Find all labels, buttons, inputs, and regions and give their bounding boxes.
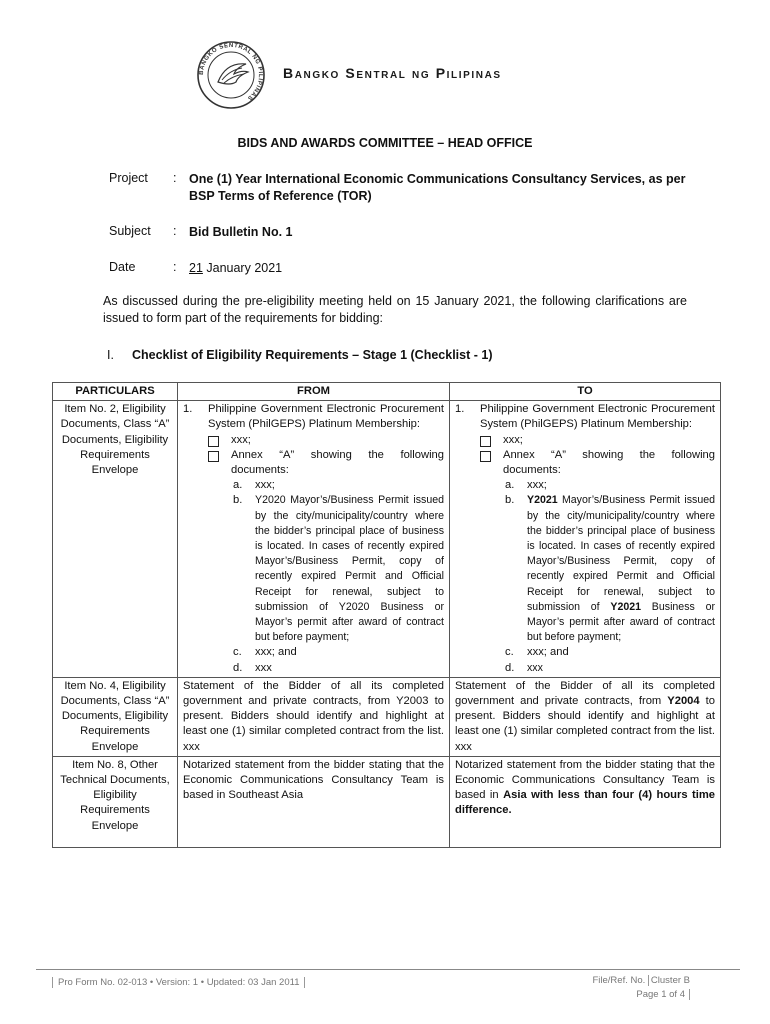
row3-from: Notarized statement from the bidder stating that the Economic Communications Consultancy Team is based in Southeast Asia xyxy=(178,756,450,847)
page-number: Page 1 of 4 xyxy=(636,989,690,1000)
sub-text: Y2020 Mayor’s/Business Permit issued by the city/municipality/country where the bidder’s principal place of business is located. In cases of recently expired Mayor’s/Business Permit, copy of recently expired Permit and Official Receipt for renewal, subject to submission of Y2020 Business or Mayor’s permit after award of contract but before payment; xyxy=(255,494,444,644)
year-bold: Y2021 xyxy=(610,600,642,613)
row2-to-text-end: to present. Bidders should identify and highlight at least one (1) similar completed contract from the list. xxx xyxy=(455,695,715,753)
row3-particulars: Item No. 8, Other Technical Documents, Eligibility Requirements Envelope xyxy=(53,756,178,847)
eligibility-checklist-table xyxy=(52,382,721,848)
row2-from: Statement of the Bidder of all its completed government and private contracts, from Y2003 to present. Bidders should identify and highlight at least one (1) similar completed contract from the list. xxx xyxy=(178,677,450,756)
subject-value: Bid Bulletin No. 1 xyxy=(189,225,293,239)
row1-to xyxy=(450,401,721,678)
list-number: 1. xyxy=(455,403,465,416)
date-value xyxy=(189,260,689,277)
seal-lettering: BANGKO SENTRAL NG PILIPINAS xyxy=(198,42,264,102)
sub-text: xxx; and xyxy=(527,646,569,659)
project-colon: : xyxy=(173,171,177,185)
table-row xyxy=(53,677,721,756)
year-bold: Y2021 xyxy=(527,494,558,507)
list-text: Philippine Government Electronic Procurement System (PhilGEPS) Platinum Membership: xyxy=(480,403,715,431)
checkbox-icon xyxy=(208,451,219,462)
row2-to xyxy=(450,677,721,756)
checkbox-text: Annex “A” showing the following documents: xyxy=(503,448,715,477)
document-title: BIDS AND AWARDS COMMITTEE – HEAD OFFICE xyxy=(237,136,533,150)
sub-text: xxx; xyxy=(527,479,547,492)
row2-to-text: Statement of the Bidder of all its completed government and private contracts, from xyxy=(455,679,715,708)
section-title: Checklist of Eligibility Requirements – Stage 1 (Checklist - 1) xyxy=(131,348,493,362)
checkbox-text: xxx; xyxy=(231,433,251,446)
header-particulars: PARTICULARS xyxy=(53,383,178,401)
sub-text: xxx xyxy=(527,661,543,674)
sub-letter: b. xyxy=(233,494,243,507)
table-header-row xyxy=(53,383,721,401)
checkbox-icon xyxy=(480,451,491,462)
header-to: TO xyxy=(450,383,721,401)
footer-divider xyxy=(36,969,740,970)
sub-letter: d. xyxy=(505,661,515,674)
date-day: 21 xyxy=(189,261,203,275)
row2-to-bold: Y2004 xyxy=(667,695,700,708)
project-value: One (1) Year International Economic Communications Consultancy Services, as per BSP Terms of Reference (TOR) xyxy=(189,172,686,203)
sub-text xyxy=(527,493,715,645)
row3-to-text: Notarized statement from the bidder stating that the Economic Communications Consultancy Team is based in xyxy=(455,758,715,802)
intro-paragraph: As discussed during the pre-eligibility meeting held on 15 January 2021, the following clarifications are issued to form part of the requirements for bidding: xyxy=(103,294,687,325)
checkbox-icon xyxy=(208,436,219,447)
file-ref-label: File/Ref. No. xyxy=(592,975,646,986)
sub-letter: d. xyxy=(233,661,243,674)
row1-from xyxy=(178,401,450,678)
permit-text: Mayor’s/Business Permit issued by the city/municipality/country where the bidder’s principal place of business is located. In cases of recently expired Mayor’s/Business Permit, copy of recently expired Permit and Official Receipt for renewal, subject to submission of xyxy=(527,494,715,613)
date-label: Date xyxy=(109,260,136,274)
checkbox-text: Annex “A” showing the following documents: xyxy=(231,448,444,477)
section-number: I. xyxy=(107,348,114,362)
row2-particulars: Item No. 4, Eligibility Documents, Class “A” Documents, Eligibility Requirements Envelope xyxy=(53,677,178,756)
sub-text: xxx xyxy=(255,661,272,674)
row1-particulars: Item No. 2, Eligibility Documents, Class “A” Documents, Eligibility Requirements Envelope xyxy=(53,401,178,678)
header-from: FROM xyxy=(178,383,450,401)
subject-colon: : xyxy=(173,224,177,238)
permit-text-end: Business or Mayor’s permit after award of contract but before payment; xyxy=(527,600,715,644)
list-number: 1. xyxy=(183,403,193,416)
footer-reference xyxy=(560,974,690,1002)
bsp-seal-logo xyxy=(196,40,266,110)
row3-to xyxy=(450,756,721,847)
sub-letter: a. xyxy=(505,479,515,492)
table-row xyxy=(53,401,721,678)
date-month-year: January 2021 xyxy=(202,261,283,275)
table-row xyxy=(53,756,721,847)
file-ref-value: Cluster B xyxy=(648,975,690,986)
sub-letter: b. xyxy=(505,494,515,507)
list-text: Philippine Government Electronic Procurement System (PhilGEPS) Platinum Membership: xyxy=(208,403,444,431)
organization-name: Bangko Sentral ng Pilipinas xyxy=(283,65,502,81)
sub-text: xxx; xyxy=(255,479,275,492)
checkbox-icon xyxy=(480,436,491,447)
sub-letter: c. xyxy=(505,646,514,659)
footer-form-info: Pro Form No. 02-013 • Version: 1 • Updated: 03 Jan 2011 xyxy=(52,977,305,988)
sub-letter: c. xyxy=(233,646,242,659)
sub-text: xxx; and xyxy=(255,646,297,659)
row3-to-bold: Asia with less than four (4) hours time difference. xyxy=(455,789,715,817)
section-heading xyxy=(107,348,492,362)
project-label: Project xyxy=(109,171,148,185)
subject-label: Subject xyxy=(109,224,151,238)
sub-letter: a. xyxy=(233,479,243,492)
checkbox-text: xxx; xyxy=(503,433,523,446)
date-colon: : xyxy=(173,260,177,274)
